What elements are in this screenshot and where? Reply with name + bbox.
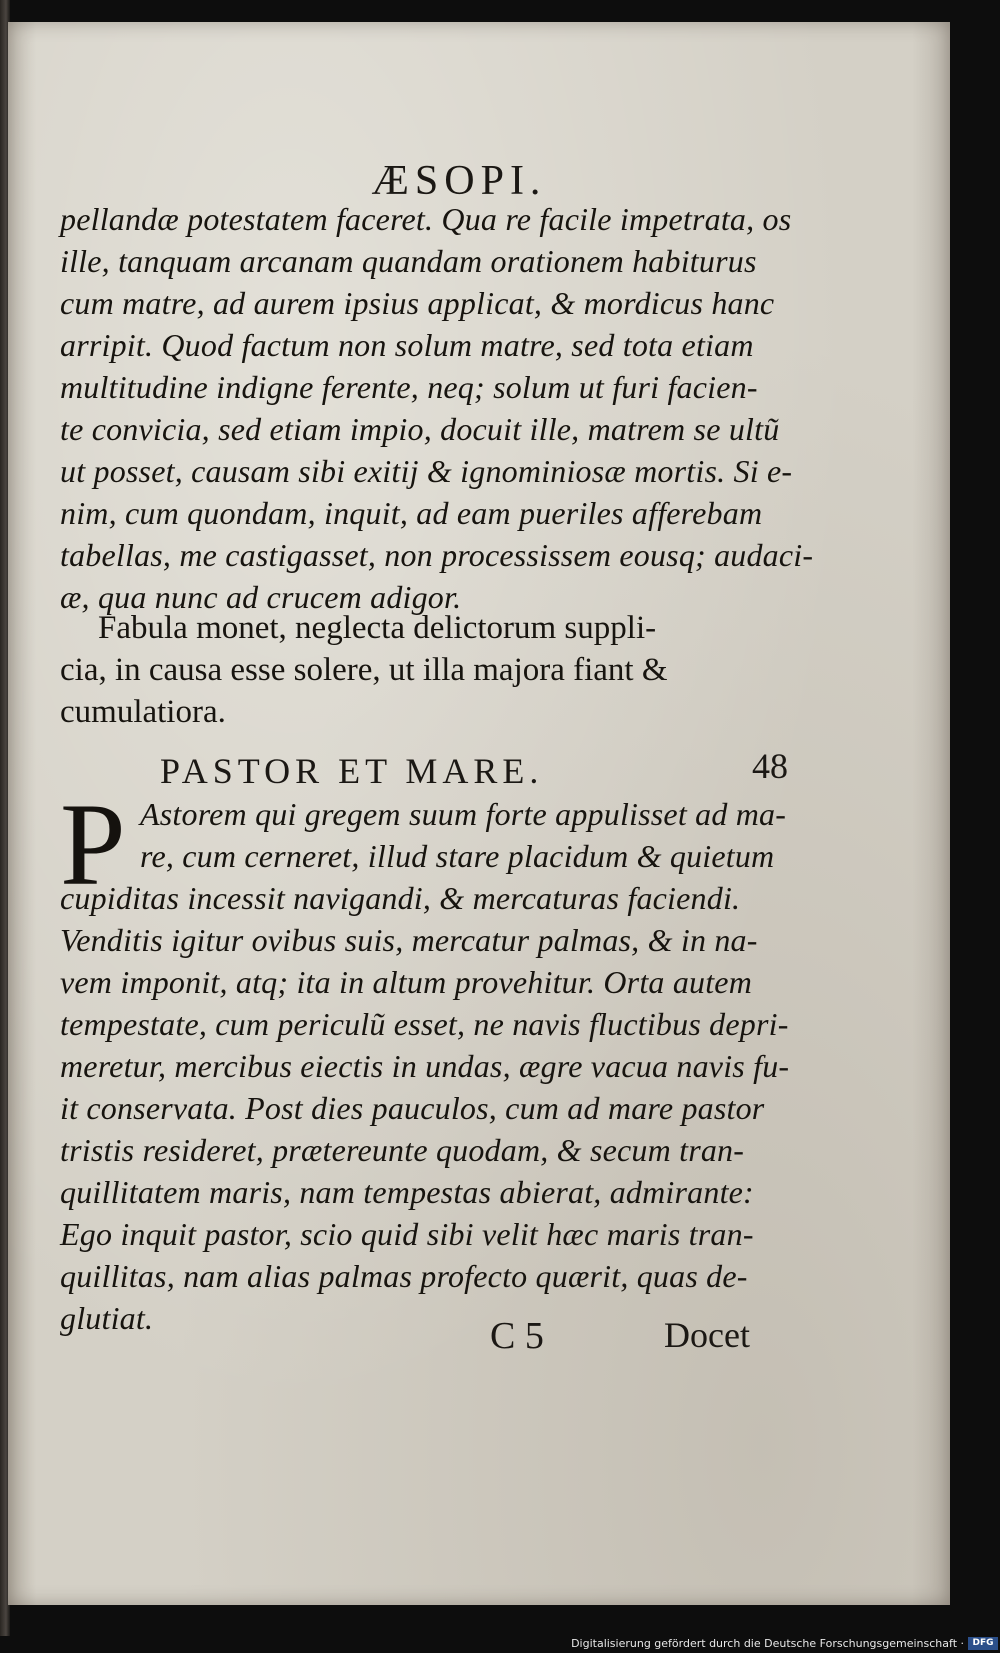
- text-line: re, cum cerneret, illud stare placidum & quietum: [140, 838, 775, 874]
- text-line: multitudine indigne ferente, neq; solum ut furi facien-: [60, 369, 758, 405]
- text-line: meretur, mercibus eiectis in undas, ægre vacua navis fu-: [60, 1048, 790, 1084]
- dfg-logo: DFG: [968, 1637, 998, 1650]
- digitization-credit: Digitalisierung gefördert durch die Deutsche Forschungsgemeinschaft ·: [571, 1637, 964, 1650]
- text-line: pellandæ potestatem faceret. Qua re facile impetrata, os: [60, 201, 792, 237]
- text-line: Astorem qui gregem suum forte appulisset ad ma-: [140, 796, 787, 832]
- text-line: tristis resideret, prætereunte quodam, & secum tran-: [60, 1132, 745, 1168]
- fable-title: PASTOR ET MARE.: [160, 751, 544, 791]
- fable-moral: [60, 607, 800, 733]
- fable-number: 48: [752, 746, 788, 786]
- running-head: ÆSOPI.: [371, 158, 547, 204]
- text-line: arripit. Quod factum non solum matre, sed tota etiam: [60, 327, 754, 363]
- drop-cap: P: [60, 779, 126, 910]
- moral-line: cumulatiora.: [60, 694, 226, 730]
- text-line: tabellas, me castigasset, non processissem eousq; audaci-: [60, 537, 814, 573]
- text-line: Venditis igitur ovibus suis, mercatur palmas, & in na-: [60, 922, 758, 958]
- text-line: ut posset, causam sibi exitij & ignominiosæ mortis. Si e-: [60, 453, 793, 489]
- text-line: te convicia, sed etiam impio, docuit ille, matrem se ultũ: [60, 411, 780, 447]
- fable-text-continued: [60, 198, 814, 618]
- text-line: quillitas, nam alias palmas profecto quærit, quas de-: [60, 1258, 748, 1294]
- text-line: æ, qua nunc ad crucem adigor.: [60, 579, 462, 615]
- text-line: ille, tanquam arcanam quandam orationem habiturus: [60, 243, 757, 279]
- text-line: vem imponit, atq; ita in altum provehitur. Orta autem: [60, 964, 753, 1000]
- text-line: cum matre, ad aurem ipsius applicat, & mordicus hanc: [60, 285, 775, 321]
- text-line: cupiditas incessit navigandi, & mercaturas faciendi.: [60, 880, 741, 916]
- text-line: Ego inquit pastor, scio quid sibi velit hæc maris tran-: [60, 1216, 754, 1252]
- fable-body: [60, 779, 800, 1339]
- text-line: it conservata. Post dies pauculos, cum ad mare pastor: [60, 1090, 765, 1126]
- text-line: nim, cum quondam, inquit, ad eam pueriles afferebam: [60, 495, 763, 531]
- text-line: tempestate, cum periculũ esset, ne navis fluctibus depri-: [60, 1006, 789, 1042]
- moral-line: Fabula monet, neglecta delictorum suppli-: [98, 610, 657, 646]
- catchword: Docet: [664, 1315, 750, 1355]
- text-line: glutiat.: [60, 1300, 154, 1336]
- text-line: quillitatem maris, nam tempestas abierat, admirante:: [60, 1174, 754, 1210]
- moral-line: cia, in causa esse solere, ut illa majora fiant &: [60, 652, 668, 688]
- signature-mark: C 5: [490, 1315, 544, 1357]
